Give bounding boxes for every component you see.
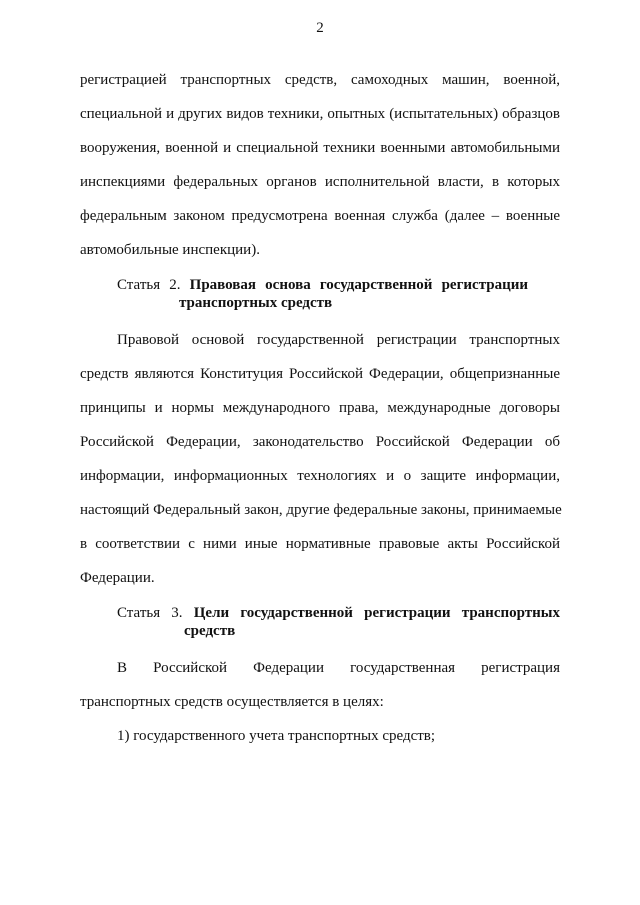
paragraph-line: вооружения, военной и специальной техники военными автомобильными bbox=[80, 140, 560, 156]
paragraph-line: инспекциями федеральных органов исполнительной власти, в которых bbox=[80, 174, 560, 190]
article-2-heading bbox=[117, 276, 528, 294]
paragraph-line: Федерации. bbox=[80, 570, 155, 586]
paragraph-line: специальной и других видов техники, опытных (испытательных) образцов bbox=[80, 106, 560, 122]
paragraph-line: настоящий Федеральный закон, другие федеральные законы, принимаемые bbox=[80, 502, 562, 518]
article-3-title-line-1: Цели государственной регистрации транспортных bbox=[193, 605, 560, 621]
article-2-title-line-2: транспортных средств bbox=[179, 295, 333, 311]
article-2-prefix: Статья 2. bbox=[117, 277, 181, 293]
paragraph-line: В Российской Федерации государственная регистрация bbox=[117, 660, 560, 676]
paragraph-line: транспортных средств осуществляется в целях: bbox=[80, 694, 384, 710]
paragraph-line: автомобильные инспекции). bbox=[80, 242, 260, 258]
article-2-title-line-1: Правовая основа государственной регистрации bbox=[189, 277, 529, 293]
paragraph-line: Правовой основой государственной регистрации транспортных bbox=[117, 332, 560, 348]
paragraph-line: принципы и нормы международного права, международные договоры bbox=[80, 400, 560, 416]
paragraph-line: Российской Федерации, законодательство Российской Федерации об bbox=[80, 434, 560, 450]
paragraph-line: в соответствии с ними иные нормативные правовые акты Российской bbox=[80, 536, 560, 552]
page-number: 2 bbox=[316, 20, 324, 36]
list-item: 1) государственного учета транспортных средств; bbox=[117, 728, 436, 744]
paragraph-line: информации, информационных технологиях и о защите информации, bbox=[80, 468, 560, 484]
paragraph-line: федеральным законом предусмотрена военная служба (далее – военные bbox=[80, 208, 560, 224]
article-3-heading bbox=[117, 604, 560, 622]
article-3-prefix: Статья 3. bbox=[117, 605, 183, 621]
article-3-title-line-2: средств bbox=[184, 623, 236, 639]
paragraph-line: регистрацией транспортных средств, самоходных машин, военной, bbox=[80, 72, 560, 88]
paragraph-line: средств являются Конституция Российской Федерации, общепризнанные bbox=[80, 366, 560, 382]
